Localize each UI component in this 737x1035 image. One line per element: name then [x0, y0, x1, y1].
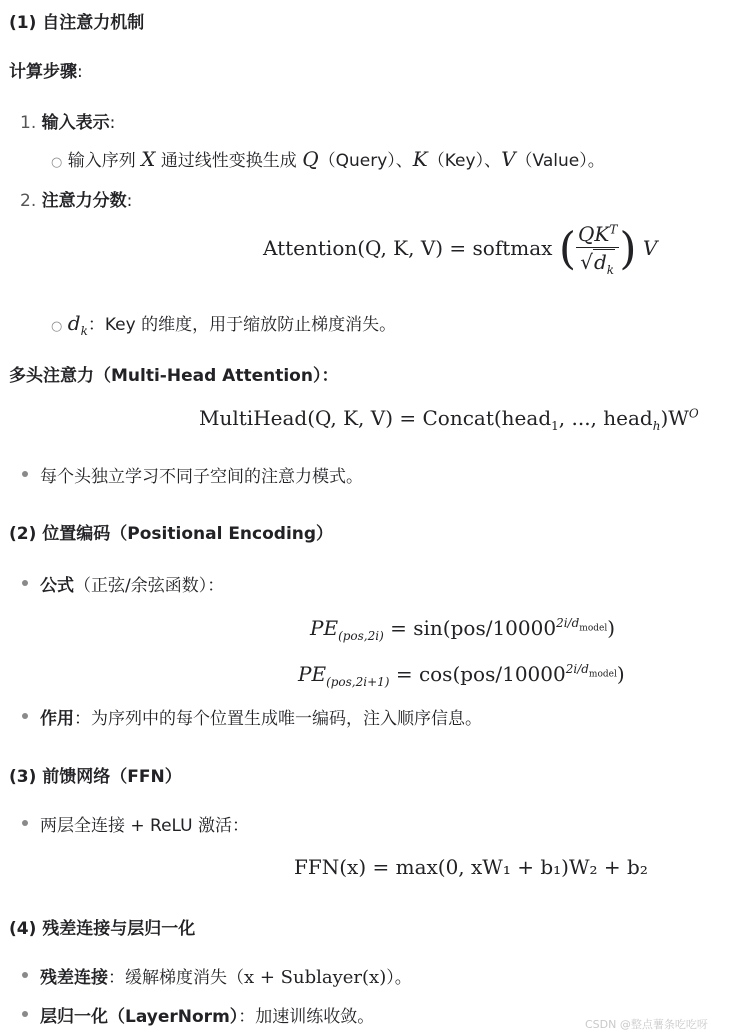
residual-bullet — [40, 963, 412, 988]
bullet-dot-icon — [22, 820, 28, 826]
sep-2: 、 — [484, 151, 502, 171]
pe1-rhs: = sin(pos/10000 — [383, 616, 557, 640]
mha-formula-c: )W — [660, 406, 689, 430]
attention-numerator-sup: T — [609, 222, 618, 237]
residual-text: ：缓解梯度消失（ — [108, 968, 244, 988]
dk-detail — [51, 310, 396, 338]
formula-label: 公式 — [40, 576, 74, 596]
pe2-lhs: PE — [298, 662, 327, 686]
pe1-sub: (pos,2i) — [338, 629, 384, 643]
residual-label: 残差连接 — [40, 968, 108, 988]
hollow-bullet-icon: ○ — [51, 155, 63, 170]
mha-heading: 多头注意力（Multi-Head Attention）： — [9, 366, 339, 386]
step-1-line — [20, 108, 115, 133]
section-heading-positional-encoding: (2) 位置编码（Positional Encoding） — [9, 524, 334, 544]
step-1-colon: : — [109, 113, 116, 133]
mha-formula-sub2: h — [652, 419, 661, 433]
residual-end: ）。 — [386, 968, 412, 988]
pe1-sup: 2i/d — [556, 616, 580, 631]
mha-formula-sub1: 1 — [551, 419, 559, 433]
layernorm-label: 层归一化（LayerNorm） — [40, 1007, 239, 1027]
effect-label: 作用 — [40, 709, 74, 729]
step-1-end: 。 — [587, 151, 605, 171]
attention-numerator: QK — [577, 222, 610, 246]
pe1-supsub: model — [579, 623, 608, 634]
step-1-number: 1. — [20, 113, 37, 133]
attention-lhs: Attention(Q, K, V) = softmax — [263, 236, 553, 260]
layernorm-text: ：加速训练收敛。 — [238, 1007, 375, 1027]
pe2-rhs: = cos(pos/10000 — [389, 662, 566, 686]
section-heading-residual-layernorm: (4) 残差连接与层归一化 — [9, 919, 196, 939]
steps-line — [9, 57, 83, 82]
sqrt-symbol: $√d_k$ — [580, 250, 615, 277]
mha-formula-a: MultiHead(Q, K, V) = Concat(head — [199, 406, 552, 430]
mha-formula-b: , ..., head — [558, 406, 653, 430]
right-paren: ) — [619, 223, 637, 275]
pe2-end: ) — [616, 662, 625, 686]
attention-denominator-sub: k — [606, 263, 615, 277]
var-x: X — [141, 147, 156, 171]
dk-sub: k — [80, 324, 88, 338]
step-2-line — [20, 186, 132, 211]
var-k: K — [412, 147, 428, 171]
multihead-formula — [199, 406, 699, 433]
mha-formula-sup: O — [688, 406, 699, 421]
step-1-detail — [51, 146, 605, 171]
step-1-text-b: 通过线性变换生成 — [160, 151, 297, 171]
layernorm-bullet — [40, 1002, 374, 1027]
step-2-colon: : — [126, 191, 133, 211]
pe-cos-formula — [298, 662, 625, 689]
pe2-sup: 2i/d — [565, 662, 589, 677]
formula-note: （正弦/余弦函数）： — [74, 576, 225, 596]
pe2-sub: (pos,2i+1) — [326, 675, 390, 689]
bullet-dot-icon — [22, 972, 28, 978]
section-heading-self-attention: (1) 自注意力机制 — [9, 13, 145, 33]
effect-bullet — [40, 704, 482, 729]
steps-colon: : — [77, 62, 83, 82]
dk-desc: ：Key 的维度，用于缩放防止梯度消失。 — [87, 315, 397, 335]
attention-after: V — [642, 236, 658, 260]
attention-fraction — [576, 222, 619, 277]
bullet-dot-icon — [22, 713, 28, 719]
formula-bullet — [40, 571, 224, 596]
mha-bullet: 每个头独立学习不同子空间的注意力模式。 — [40, 467, 363, 487]
v-name: （Value） — [515, 151, 588, 171]
attention-formula — [263, 222, 657, 277]
section-heading-ffn: (3) 前馈网络（FFN） — [9, 767, 182, 787]
ffn-bullet: 两层全连接 + ReLU 激活： — [40, 816, 250, 836]
var-v: V — [501, 147, 516, 171]
attention-denominator: d — [593, 250, 607, 274]
ffn-formula: FFN(x) = max(0, xW₁ + b₁)W₂ + b₂ — [294, 855, 648, 879]
step-2-title: 注意力分数 — [41, 191, 127, 211]
sep-1: 、 — [395, 151, 413, 171]
effect-text: ：为序列中的每个位置生成唯一编码，注入顺序信息。 — [74, 709, 482, 729]
q-name: （Query） — [318, 151, 396, 171]
pe1-lhs: PE — [310, 616, 339, 640]
csdn-watermark: CSDN @整点薯条吃吃呀 — [585, 1018, 708, 1031]
step-1-title: 输入表示 — [41, 113, 110, 133]
pe-sin-formula — [310, 616, 615, 643]
hollow-bullet-icon: ○ — [51, 319, 63, 334]
pe1-end: ) — [607, 616, 616, 640]
bullet-dot-icon — [22, 1011, 28, 1017]
pe2-supsub: model — [588, 669, 617, 680]
left-paren: ( — [558, 223, 576, 275]
residual-math: x + Sublayer(x) — [244, 967, 387, 988]
bullet-dot-icon — [22, 471, 28, 477]
bullet-dot-icon — [22, 580, 28, 586]
step-1-text-a: 输入序列 — [67, 151, 136, 171]
k-name: （Key） — [427, 151, 485, 171]
steps-label: 计算步骤 — [9, 62, 77, 82]
dk-var: d — [67, 311, 81, 335]
step-2-number: 2. — [20, 191, 37, 211]
var-q: Q — [302, 147, 319, 171]
